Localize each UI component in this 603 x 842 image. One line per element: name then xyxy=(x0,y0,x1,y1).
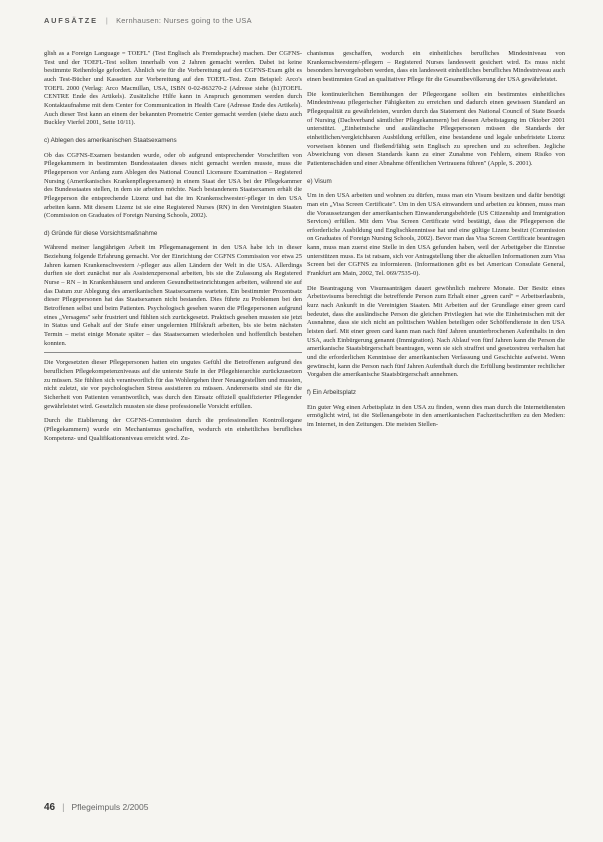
paragraph: Ein guter Weg einen Arbeitsplatz in den USA zu finden, wenn dies man durch die Internetdiensten ermöglicht wird, ist die Stellenangebote in den amerikanischen Fachzeitschriften zu den Medien: im Internet, in den Zeitungen. Die meisten Stellen- xyxy=(307,403,565,428)
paragraph: chanismus geschaffen, wodurch ein einheitliches berufliches Mindestniveau von Krankenschwestern/-pflegern – Registered Nurses landesweit gesichert wird. Es muss nicht besonders hervorgehoben werden, dass ein landesweit einheitliches berufliches Mindestniveau auch einen bestimmten Grad an qualitativer Pflege für die Gesamtbevölkerung der USA gewährleistet. xyxy=(307,50,565,83)
paragraph: Während meiner langjährigen Arbeit im Pflegemanagement in den USA habe ich in dieser Beziehung folgende Erfahrung gemacht. Vor der Einrichtung der CGFNS Commission vor etwa 25 Jahren kamen Krankenschwestern /-pfleger aus allen Ländern der Welt in die USA. Allerdings durften sie dort zunächst nur als Assistenzpersonal arbeiten, bis sie die Zulassung als Registered Nurse – RN – in Krankenhäusern und anderen Gesundheitseinrichtungen arbeiten, während sie auf das Datum zur Ablegung des amerikanischen Staatsexamens warteten. Ein bestimmter Prozentsatz dieser Pflegepersonen hat das Staatsexamen nicht bestanden. Dies führte zu Problemen bei den Betroffenen selbst und beim Patienten. Psychologisch gesehen waren die Pflegepersonen aufgrund eines „Versagens" sehr frustriert und fühlten sich zurückgesetzt. Praktisch gesehen mussten sie jetzt in Status und Gehalt auf der Stufe einer ungelernten Hilfskraft arbeiten, bis sie beim nächsten Termin – meist einige Monate später – das Staatsexamen wiederholen und hoffentlich bestehen konnten. xyxy=(44,244,302,353)
paragraph: Durch die Etablierung der CGFNS-Commission durch die professionellen Kontrollorgane (Pflegekammern) wurde ein Mechanismus geschaffen, wodurch ein einheitliches berufliches Kompetenz- und Qualifikationsniveau erreicht wird. Zu- xyxy=(44,417,302,442)
paragraph: Um in den USA arbeiten und wohnen zu dürfen, muss man ein Visum besitzen und dafür benötigt man ein „Visa Screen Certificate". Um in den USA einwandern und arbeiten zu können, muss man die Voraussetzungen der amerikanischen Einwanderungsbehörde (US Citizenship and Immigration Services) erfüllen. Mit dem Visa Screen Certificate wird bestätigt, dass die Pflegeperson die erforderliche Ausbildung und Englischkenntnisse hat und eine gültige Lizenz besitzt (Commission on Graduates of Foreign Nursing Schools, 2002). Bevor man das Visa Screen Certificate beantragen kann, muss man zuerst eine Stelle in den USA gefunden haben, weil der Arbeitgeber die Einreise unterstützen muss. Es ist ratsam, sich vor Antragstellung über die aktuellen Informationen zum Visa Screen bei der CGFNS zu informieren. (Informationen gibt es bei American Consulate General, Frankfurt am Main, 2002, Tel. 069/7535-0). xyxy=(307,192,565,278)
running-header xyxy=(44,16,564,32)
page-number: 46 xyxy=(44,802,56,813)
subsection-heading-f: f) Ein Arbeitsplatz xyxy=(307,388,356,396)
paragraph: Ob das CGFNS-Examen bestanden wurde, oder ob aufgrund entsprechender Vorschriften von Pflegekammern in bestimmten Bundesstaaten dieses nicht gemacht werden musste, muss die Pflegeperson vor Anfang zum Ablegen des National Council Licensure Examination – Registered Nursing (Amerikanisches Krankenpflegeexamen) in einem Staat der USA bei der Pflegekammer des Bundesstaates stellen, in dem sie arbeiten möchte. Nach bestandenem Staatsexamen erhält die Pflegeperson die entsprechende Lizenz und hat die im Krankenschwester/-pfleger in den USA arbeiten kann. Mit diesem Lizenz ist sie eine Registered Nurses (RN) in den Vereinigten Staaten (Commission on Graduates of Foreign Nursing Schools, 2002). xyxy=(44,151,302,220)
page-footer xyxy=(44,802,344,816)
subsection-heading-d: d) Gründe für diese Vorsichtsmaßnahme xyxy=(44,229,158,237)
right-column xyxy=(307,50,565,436)
paragraph: Die kontinuierlichen Bemühungen der Pflegeorgane sollten ein bestimmtes einheitliches Mindestniveau pflegerischer Fähigkeiten zu erreichen und dadurch einen gewissen Standard an Pflegequalität zu gewährleisten, wurden durch das Statement des National Council of State Boards of Nursing (Dachverband sämtlicher Pflegekammern) bei dessen Arbeitstagung im Oktober 2001 unterstützt. „Einheimische und ausländische Pflegepersonen müssen die Standards der einheitlichen/vergleichbaren Ausbildung erfüllen, eine bestandene und legale unbefristete Lizenz vorweisen können und fließend/fähig sein Englisch zu sprechen und zu schreiben. Jegliche Abweichung von diesen Standards kann zu einer Zunahme von Fehlern, einem Risiko von Patientenschäden und einer Abnahme öffentlichen Vertrauens führen" (Apple, S. 2001). xyxy=(307,90,565,167)
journal-name: Pflegeimpuls 2/2005 xyxy=(71,802,149,812)
header-separator: | xyxy=(105,16,109,25)
subsection-heading-e: e) Visum xyxy=(307,177,332,185)
running-title: Kernhausen: Nurses going to the USA xyxy=(116,16,252,25)
subsection-heading-c: c) Ablegen des amerikanischen Staatsexamens xyxy=(44,136,177,144)
section-label: AUFSÄTZE xyxy=(44,16,98,25)
paragraph: Die Beantragung von Visumsanträgen dauert gewöhnlich mehrere Monate. Der Besitz eines Arbeitsvisums berechtigt die betreffende Person zum Erhalt einer „green card" = Arbeitserlaubnis, kurz nach Ankunft in die Vereinigten Staaten. Mit Arbeiten auf der Grundlage einer green card bedeutet, dass die ausländische Person die gleichen Privilegien hat wie die Einheimischen mit der Ausnahme, dass sie sich nicht an politischen Wahlen beteiligen oder Schöffendienste in den USA leisten darf. Mit einer green card kann man nach fünf Jahren ununterbrochenen Aufenthalts in den USA, auch Einbürgerung genannt (Immigration). Nach Ablauf von fünf Jahren kann die Person die amerikanische Staatsbürgerschaft beantragen, wenn sie sich straffrei und gesetzestreu verhalten hat und die erforderlichen Kenntnisse der amerikanischen Verfassung und Geschichte aufweist. Wenn gewünscht, kann die Person nach fünf Jahren Aufenthalt durch die Erfüllung bestimmter rechtlicher Vorgaben die amerikanische Staatsbürgerschaft annehmen. xyxy=(307,284,565,379)
left-column xyxy=(44,50,302,449)
footer-separator: | xyxy=(62,802,65,812)
paragraph: glish as a Foreign Language = TOEFL" (Test Englisch als Fremdsprache) machen. Der CGFNS-Test und der TOEFL-Test sollten innerhalb von 2 Jahren gemacht werden. Dabei ist keine bestimmte Reihenfolge gefordert. Ähnlich wie für die Vorbereitung auf den CGFNS-Exam gibt es auch Test-Bücher und Kassetten zur Vorbereitung auf den TOEFL-Test. Zum Beispiel: Arco's TOEFL 2000 (Verlag: Arco Macmillan, USA, ISBN 0-02-863270-2 (Adresse siehe (h1)TOEFL CENTRE Ende des Artikels). Zusätzliche Hilfe kann in Anspruch genommen werden durch Kontaktaufnahme mit dem Center for Communication in Health Care (Adresse Ende des Artikels). Auch dieser Test kann an einem der bekannten Prometric Center gemacht werden (siehe dazu auch Buckley Vierfel 2001, Seite 10/11). xyxy=(44,50,302,127)
paragraph: Die Vorgesetzten dieser Pflegepersonen hatten ein ungutes Gefühl die Betroffenen aufgrund des beruflichen Pflegekompetenzniveaus auf die unterste Stufe in der Pflegehierarchie zurückzusetzen zu müssen. Sie fühlten sich verantwortlich für das Wohlergehen ihrer Neuangestellten und mussten, nicht zuletzt, sie vor psychologischen Stress assistieren zu müssen. Andererseits sind sie für die Sicherheit von Patienten verantwortlich, was durch den Einsatz offiziell qualifizierter Pflegender gewährleistet wird. Gesetzlich mussten sie diese professionelle Vorsicht erfüllen. xyxy=(44,359,302,410)
